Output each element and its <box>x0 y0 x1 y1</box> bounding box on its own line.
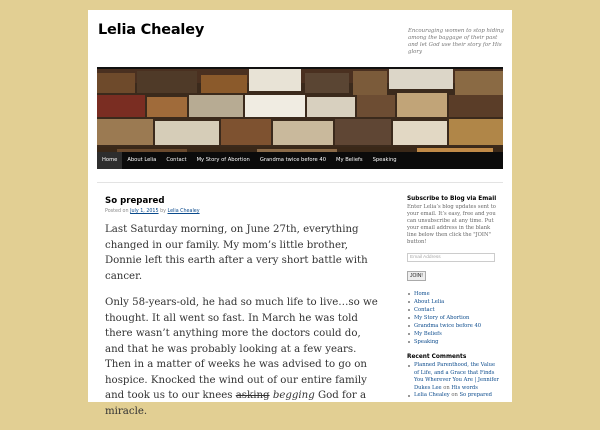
nav-contact[interactable]: Contact <box>166 157 187 163</box>
content-divider <box>97 182 503 183</box>
sidebar-link-grandma-twice-before-40[interactable]: Grandma twice before 40 <box>407 322 499 330</box>
recent-comment-author-link[interactable]: Lelia Chealey <box>414 392 450 398</box>
email-input[interactable]: Email Address <box>407 253 495 262</box>
recent-comment-item <box>407 362 499 392</box>
header-banner-image <box>97 69 503 162</box>
sidebar-link-about-lelia[interactable]: About Lelia <box>407 298 499 306</box>
nav-home[interactable]: Home <box>97 152 122 169</box>
sidebar-link-home[interactable]: Home <box>407 290 499 298</box>
recent-comments-list <box>407 362 499 400</box>
post-paragraph-1: Last Saturday morning, on June 27th, everything changed in our family. My mom’s little brother, Donnie left this earth after a very short battle with cancer. <box>105 224 368 282</box>
pages-list <box>407 290 499 346</box>
post-meta-by: by <box>160 209 166 214</box>
main-navigation <box>97 152 503 169</box>
post-meta-prefix: Posted on <box>105 209 129 214</box>
sidebar-link-contact[interactable]: Contact <box>407 306 499 314</box>
nav-my-story-of-abortion[interactable]: My Story of Abortion <box>196 157 250 163</box>
site-tagline: Encouraging women to stop hiding among the baggage of their past and let God use their story for His glory <box>408 28 504 55</box>
post-strikethrough-word: asking <box>235 390 270 401</box>
post-title[interactable]: So prepared <box>105 196 165 206</box>
nav-grandma-twice-before-40[interactable]: Grandma twice before 40 <box>259 157 326 163</box>
nav-speaking[interactable]: Speaking <box>372 157 397 163</box>
sidebar-link-my-beliefs[interactable]: My Beliefs <box>407 330 499 338</box>
recent-comment-on: on <box>443 384 450 391</box>
recent-comment-post-link[interactable]: So prepared <box>459 392 492 398</box>
post-meta <box>105 209 200 214</box>
subscribe-widget-title: Subscribe to Blog via Email <box>407 196 497 202</box>
recent-comment-source-link[interactable]: Planned Parenthood, the Value of Life, and a Grace that Finds You Wherever You Are | Jennifer Dukes Lee <box>414 362 499 391</box>
subscribe-widget-text: Enter Lelia’s blog updates sent to your email. It’s easy, free and you can unsubscribe at any time. Put your email address in the blank line below then click the "JOIN" button! <box>407 204 496 245</box>
sidebar-link-my-story-of-abortion[interactable]: My Story of Abortion <box>407 314 499 322</box>
sidebar-link-speaking[interactable]: Speaking <box>407 338 499 346</box>
post-content <box>105 222 383 430</box>
join-button[interactable]: JOIN! <box>407 271 426 281</box>
post-author-link[interactable]: Lelia Chealey <box>167 209 200 214</box>
site-title[interactable]: Lelia Chealey <box>98 22 205 38</box>
page-container <box>88 10 512 417</box>
recent-comments-title: Recent Comments <box>407 354 467 360</box>
post-date-link[interactable]: July 1, 2015 <box>130 209 159 214</box>
recent-comment-post-link[interactable]: His words <box>451 384 478 391</box>
post-emphasis-word: begging <box>272 390 315 401</box>
recent-comment-item <box>407 392 499 400</box>
nav-about-lelia[interactable]: About Lelia <box>127 157 157 163</box>
sidebar <box>407 196 499 400</box>
post-paragraph-2-end: God for a miracle. <box>105 390 367 417</box>
recent-comment-on: on <box>451 392 458 398</box>
nav-my-beliefs[interactable]: My Beliefs <box>336 157 363 163</box>
post-paragraph-2 <box>105 295 383 419</box>
post-paragraph-2-text: Only 58-years-old, he had so much life to live…so we thought. It all went so fast. In March he was told there wasn’t anything more the doctors could do, and that he was probably looking at a few years. Then in a matter of weeks he was advised to go on hospice. Knocked the wind out of our entire family and took us to our knees <box>105 297 378 401</box>
